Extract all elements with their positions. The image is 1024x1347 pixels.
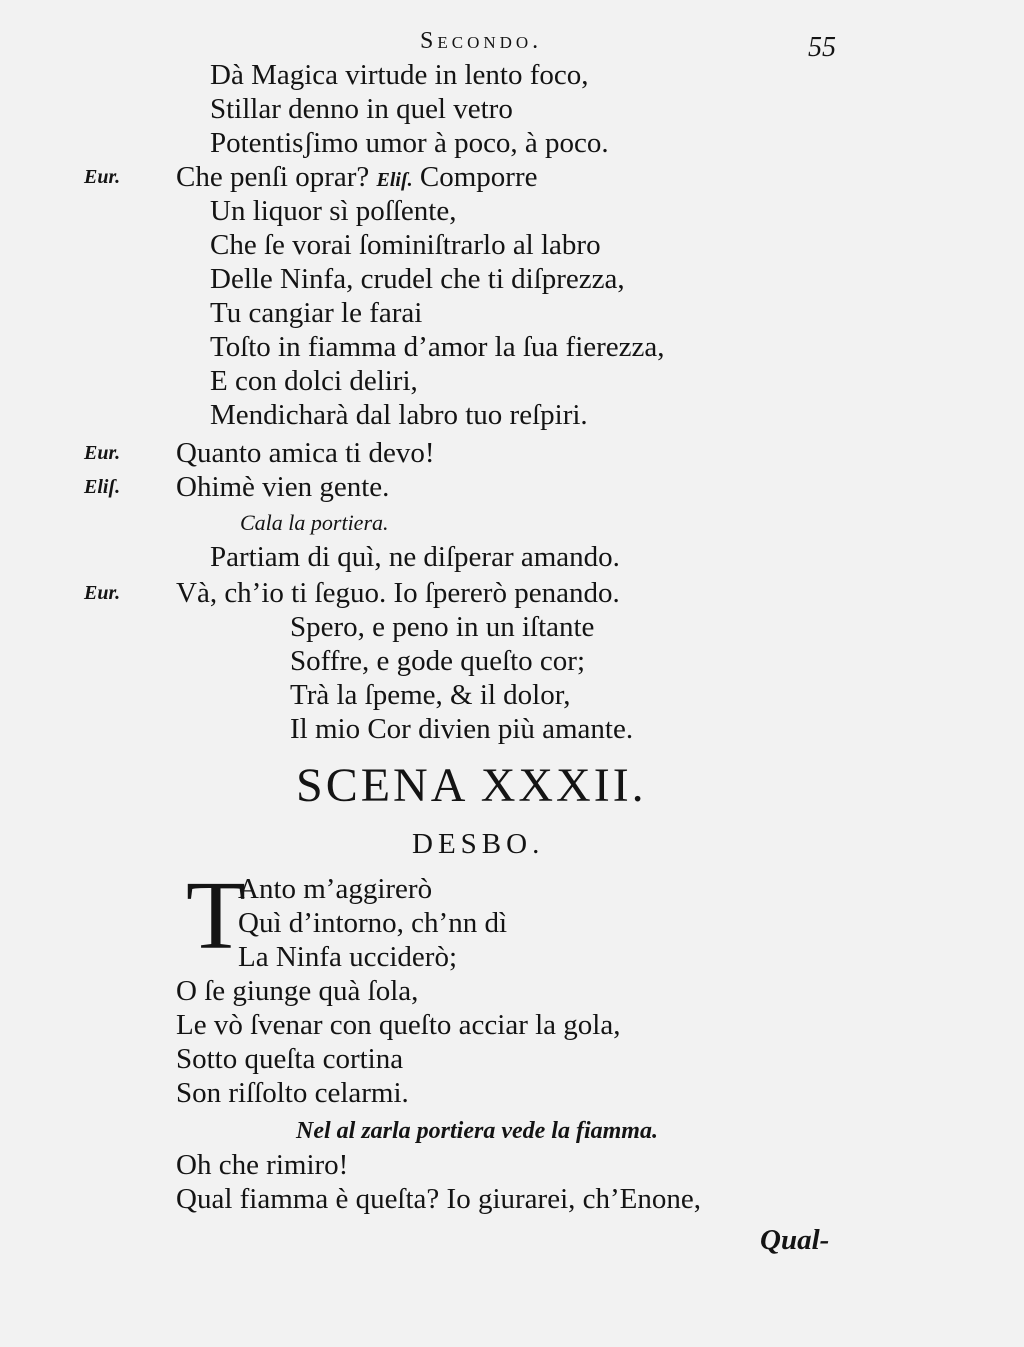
- speaker-label: Eliſ.: [84, 476, 121, 498]
- speaker-label: Eur.: [84, 166, 121, 188]
- verse-line: Sotto queſta cortina: [176, 1043, 404, 1075]
- verse-text: Comporre: [419, 161, 538, 193]
- verse-line: Toſto in fiamma d’amor la ſua fierezza,: [210, 331, 665, 363]
- verse-line: Potentisʃimo umor à poco, à poco.: [210, 127, 609, 159]
- verse-line: La Ninfa ucciderò;: [238, 941, 458, 973]
- aria-line: Il mio Cor divien più amante.: [290, 713, 634, 745]
- stage-direction: Nel al zarla portiera vede la fiamma.: [296, 1118, 658, 1144]
- verse-line: Delle Ninfa, crudel che ti diſprezza,: [210, 263, 625, 295]
- verse-line: E con dolci deliri,: [210, 365, 418, 397]
- scene-title: SCENA XXXII.: [296, 759, 647, 812]
- verse-line: Ohimè vien gente.: [176, 471, 390, 503]
- verse-line: Mendicharà dal labro tuo reſpiri.: [210, 399, 588, 431]
- character-name: DESBO.: [412, 828, 545, 860]
- verse-line: Le vò ſvenar con queſto acciar la gola,: [176, 1009, 621, 1041]
- verse-line: Và, ch’io ti ſeguo. Io ſpererò penando.: [176, 577, 620, 609]
- verse-line: Un liquor sì poſſente,: [210, 195, 457, 227]
- inline-speaker-label: Eliſ.: [376, 169, 413, 191]
- catchword: Qual-: [760, 1224, 830, 1256]
- verse-text: Che penſi oprar?: [176, 161, 370, 193]
- speaker-label: Eur.: [84, 582, 121, 604]
- page-number: 55: [808, 32, 836, 63]
- verse-line: Anto m’aggirerò: [238, 873, 433, 905]
- running-title: Secondo.: [420, 28, 543, 54]
- verse-line: Oh che rimiro!: [176, 1149, 349, 1181]
- stage-direction: Cala la portiera.: [240, 510, 389, 535]
- verse-line: Quì d’intorno, ch’nn dì: [238, 907, 508, 939]
- aria-line: Trà la ſpeme, & il dolor,: [290, 679, 571, 711]
- drop-cap: T: [186, 862, 246, 970]
- verse-line: Che ſe vorai ſominiſtrarlo al labro: [210, 229, 601, 261]
- verse-line: Partiam di quì, ne diſperar amando.: [210, 541, 620, 573]
- verse-line: Qual fiamma è queſta? Io giurarei, ch’Enone,: [176, 1183, 701, 1215]
- verse-line: [176, 160, 537, 197]
- verse-line: Quanto amica ti devo!: [176, 437, 435, 469]
- verse-line: Stillar denno in quel vetro: [210, 93, 513, 125]
- verse-line: Tu cangiar le farai: [210, 297, 423, 329]
- aria-line: Soffre, e gode queſto cor;: [290, 645, 586, 677]
- verse-line: O ſe giunge quà ſola,: [176, 975, 419, 1007]
- verse-line: Dà Magica virtude in lento foco,: [210, 59, 589, 91]
- aria-line: Spero, e peno in un iſtante: [290, 611, 595, 643]
- speaker-label: Eur.: [84, 442, 121, 464]
- verse-line: Son riſſolto celarmi.: [176, 1077, 409, 1109]
